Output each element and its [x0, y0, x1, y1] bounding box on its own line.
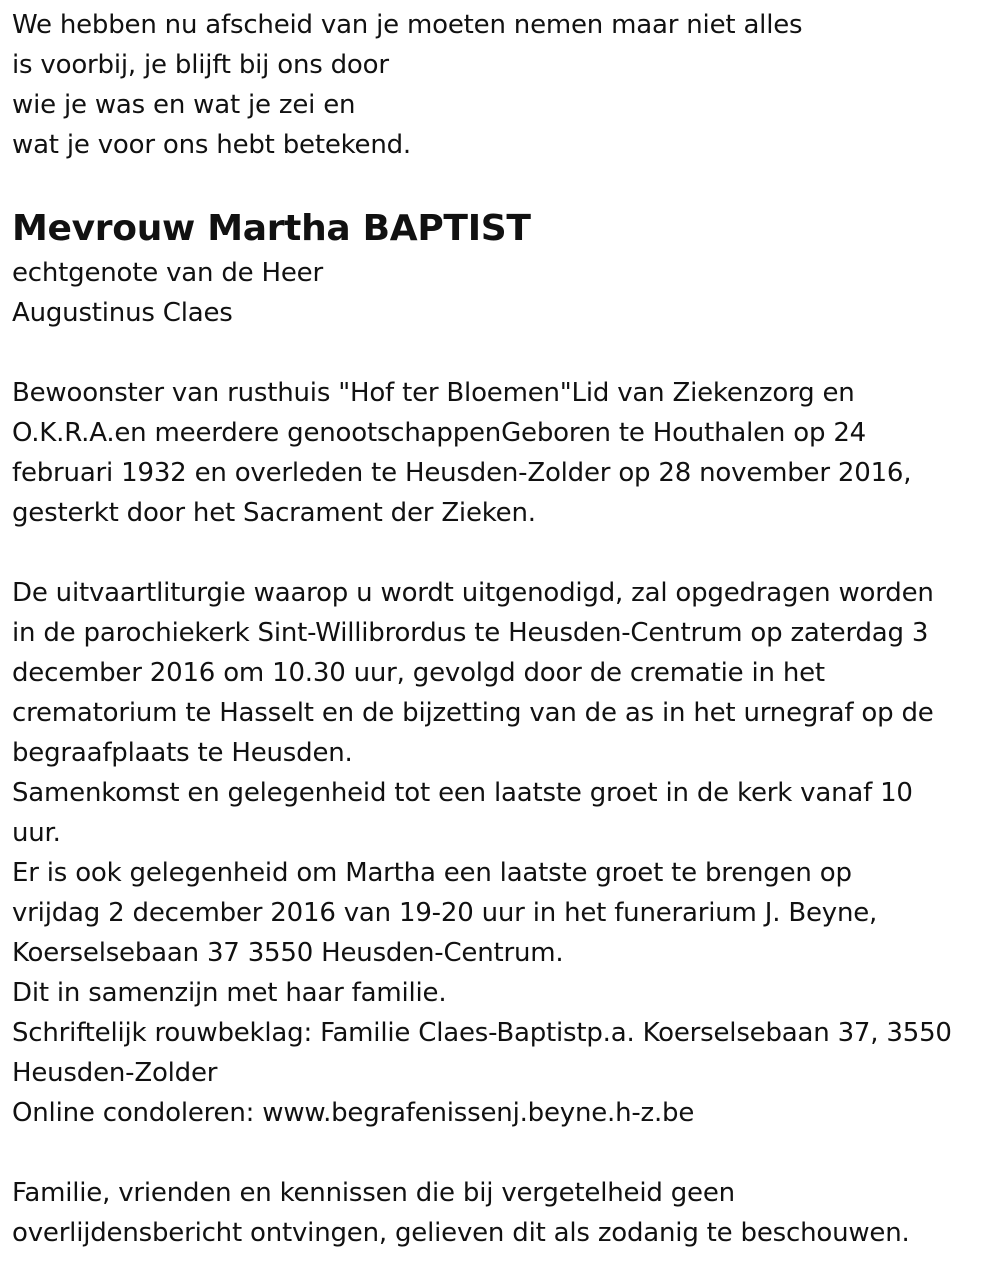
- details-line: Schriftelijk rouwbeklag: Familie Claes-Baptistp.a. Koerselsebaan 37, 3550: [12, 1018, 952, 1048]
- poem-line: is voorbij, je blijft bij ons door: [12, 50, 389, 80]
- spouse-line: Augustinus Claes: [12, 298, 233, 328]
- spacer: [12, 533, 988, 573]
- closing-line: overlijdensbericht ontvingen, gelieven dit als zodanig te beschouwen.: [12, 1218, 910, 1248]
- spouse-block: [12, 253, 988, 333]
- details-line: in de parochiekerk Sint-Willibrordus te Heusden-Centrum op zaterdag 3: [12, 618, 929, 648]
- spouse-line: echtgenote van de Heer: [12, 258, 323, 288]
- details-line: Dit in samenzijn met haar familie.: [12, 978, 447, 1008]
- bio-line: februari 1932 en overleden te Heusden-Zolder op 28 november 2016,: [12, 458, 912, 488]
- poem-line: wat je voor ons hebt betekend.: [12, 130, 411, 160]
- closing-block: [12, 1173, 988, 1253]
- obituary-notice: [12, 5, 988, 1253]
- bio-line: gesterkt door het Sacrament der Zieken.: [12, 498, 536, 528]
- funeral-details-block: [12, 573, 988, 1133]
- poem-line: wie je was en wat je zei en: [12, 90, 356, 120]
- condolence-website-line: Online condoleren: www.begrafenissenj.beyne.h-z.be: [12, 1098, 695, 1128]
- spacer: [12, 1133, 988, 1173]
- details-line: De uitvaartliturgie waarop u wordt uitgenodigd, zal opgedragen worden: [12, 578, 934, 608]
- details-line: uur.: [12, 818, 61, 848]
- bio-line: Bewoonster van rusthuis "Hof ter Bloemen"Lid van Ziekenzorg en: [12, 378, 855, 408]
- deceased-name: Mevrouw Martha BAPTIST: [12, 208, 531, 249]
- poem-line: We hebben nu afscheid van je moeten nemen maar niet alles: [12, 10, 803, 40]
- bio-line: O.K.R.A.en meerdere genootschappenGeboren te Houthalen op 24: [12, 418, 867, 448]
- details-line: vrijdag 2 december 2016 van 19-20 uur in het funerarium J. Beyne,: [12, 898, 878, 928]
- details-line: crematorium te Hasselt en de bijzetting van de as in het urnegraf op de: [12, 698, 934, 728]
- details-line: Samenkomst en gelegenheid tot een laatste groet in de kerk vanaf 10: [12, 778, 913, 808]
- details-line: Heusden-Zolder: [12, 1058, 218, 1088]
- spacer: [12, 333, 988, 373]
- details-line: december 2016 om 10.30 uur, gevolgd door de crematie in het: [12, 658, 825, 688]
- details-line: Koerselsebaan 37 3550 Heusden-Centrum.: [12, 938, 564, 968]
- poem-block: [12, 5, 988, 165]
- details-line: begraafplaats te Heusden.: [12, 738, 353, 768]
- closing-line: Familie, vrienden en kennissen die bij vergetelheid geen: [12, 1178, 735, 1208]
- bio-block: [12, 373, 988, 533]
- details-line: Er is ook gelegenheid om Martha een laatste groet te brengen op: [12, 858, 852, 888]
